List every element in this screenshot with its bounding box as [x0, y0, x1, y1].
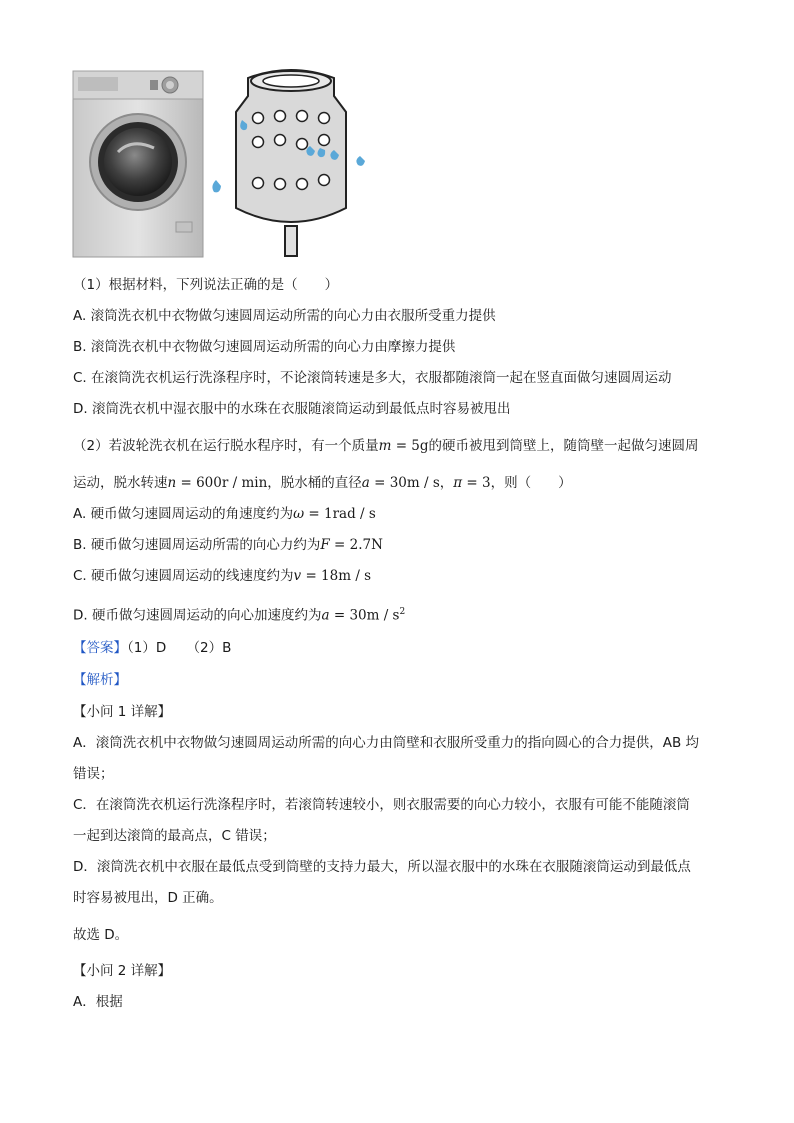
q2-b-text: B. 硬币做匀速圆周运动所需的向心力约为: [73, 537, 321, 553]
var-m: m: [378, 438, 392, 454]
q1-option-d: D. 滚筒洗衣机中湿衣服中的水珠在衣服随滚筒运动到最低点时容易被甩出: [73, 401, 511, 417]
q2-line2-comma: ，: [439, 475, 454, 491]
q1-stem: （1）根据材料，下列说法正确的是（ ）: [73, 277, 339, 293]
washing-machine-image: [72, 70, 204, 260]
var-f: F: [320, 537, 330, 553]
q2-option-a: [73, 504, 376, 524]
q2-option-c: [73, 566, 371, 586]
sub1-d-line2: 时容易被甩出，D 正确。: [73, 890, 223, 906]
q1-option-b: B. 滚筒洗衣机中衣物做匀速圆周运动所需的向心力由摩擦力提供: [73, 339, 456, 355]
answer-line: [73, 638, 231, 658]
sub2-title: 【小问 2 详解】: [73, 963, 172, 979]
q2-line2-text: 运动，脱水转速: [73, 475, 168, 491]
val-a: = 30m / s: [329, 607, 400, 624]
q2-option-b: [73, 535, 383, 555]
sub1-title: 【小问 1 详解】: [73, 704, 172, 720]
val-pi: = 3: [462, 475, 491, 491]
q2-stem-line1: [73, 436, 699, 456]
var-omega: ω: [293, 506, 305, 522]
val-n: = 600r / min: [176, 475, 268, 491]
var-a: a: [321, 607, 330, 624]
sub1-a-line1: A．滚筒洗衣机中衣物做匀速圆周运动所需的向心力由筒壁和衣服所受重力的指向圆心的合力提供，AB 均: [73, 735, 700, 751]
q2-stem-line2: [73, 473, 572, 493]
q2-line2-end: ，则（ ）: [490, 475, 572, 491]
q2-a-text: A. 硬币做匀速圆周运动的角速度约为: [73, 506, 294, 522]
val-omega: = 1rad / s: [304, 506, 376, 522]
var-n: n: [167, 475, 177, 491]
q2-line2-text-2: ，脱水桶的直径: [267, 475, 362, 491]
val-d: = 30m / s: [369, 475, 440, 491]
var-d: a: [361, 475, 370, 491]
val-v: = 18m / s: [301, 568, 372, 584]
q1-option-a: A. 滚筒洗衣机中衣物做匀速圆周运动所需的向心力由衣服所受重力提供: [73, 308, 496, 324]
sub1-choose: 故选 D。: [73, 927, 129, 943]
var-v: v: [293, 568, 302, 584]
sub1-d-line1: D．滚筒洗衣机中衣服在最低点受到筒壁的支持力最大，所以湿衣服中的水珠在衣服随滚筒运动到最低点: [73, 859, 691, 875]
sub2-a: A．根据: [73, 994, 123, 1010]
sub1-a-line2: 错误；: [73, 766, 114, 782]
q1-option-c: C. 在滚筒洗衣机运行洗涤程序时，不论滚筒转速是多大，衣服都随滚筒一起在竖直面做匀速圆周运动: [73, 370, 672, 386]
val-f: = 2.7N: [329, 537, 383, 553]
sub1-c-line1: C．在滚筒洗衣机运行洗涤程序时，若滚筒转速较小，则衣服需要的向心力较小，衣服有可能不能随滚筒: [73, 797, 690, 813]
analysis-label: 【解析】: [73, 672, 127, 688]
answer-text: （1）D （2）B: [127, 640, 232, 656]
answer-label: 【答案】: [73, 640, 127, 656]
exponent: 2: [399, 607, 406, 617]
q2-c-text: C. 硬币做匀速圆周运动的线速度约为: [73, 568, 294, 584]
val-m: = 5g: [391, 438, 429, 454]
spin-drum-diagram: [206, 68, 376, 260]
q2-d-text: D. 硬币做匀速圆周运动的向心加速度约为: [73, 607, 322, 624]
sub1-c-line2: 一起到达滚筒的最高点，C 错误；: [73, 828, 276, 844]
var-pi: π: [453, 475, 463, 491]
q2-stem-text-2: 的硬币被甩到筒壁上，随筒壁一起做匀速圆周: [428, 438, 699, 454]
q2-option-d: [73, 602, 405, 626]
q2-stem-text: （2）若波轮洗衣机在运行脱水程序时，有一个质量: [73, 438, 379, 454]
